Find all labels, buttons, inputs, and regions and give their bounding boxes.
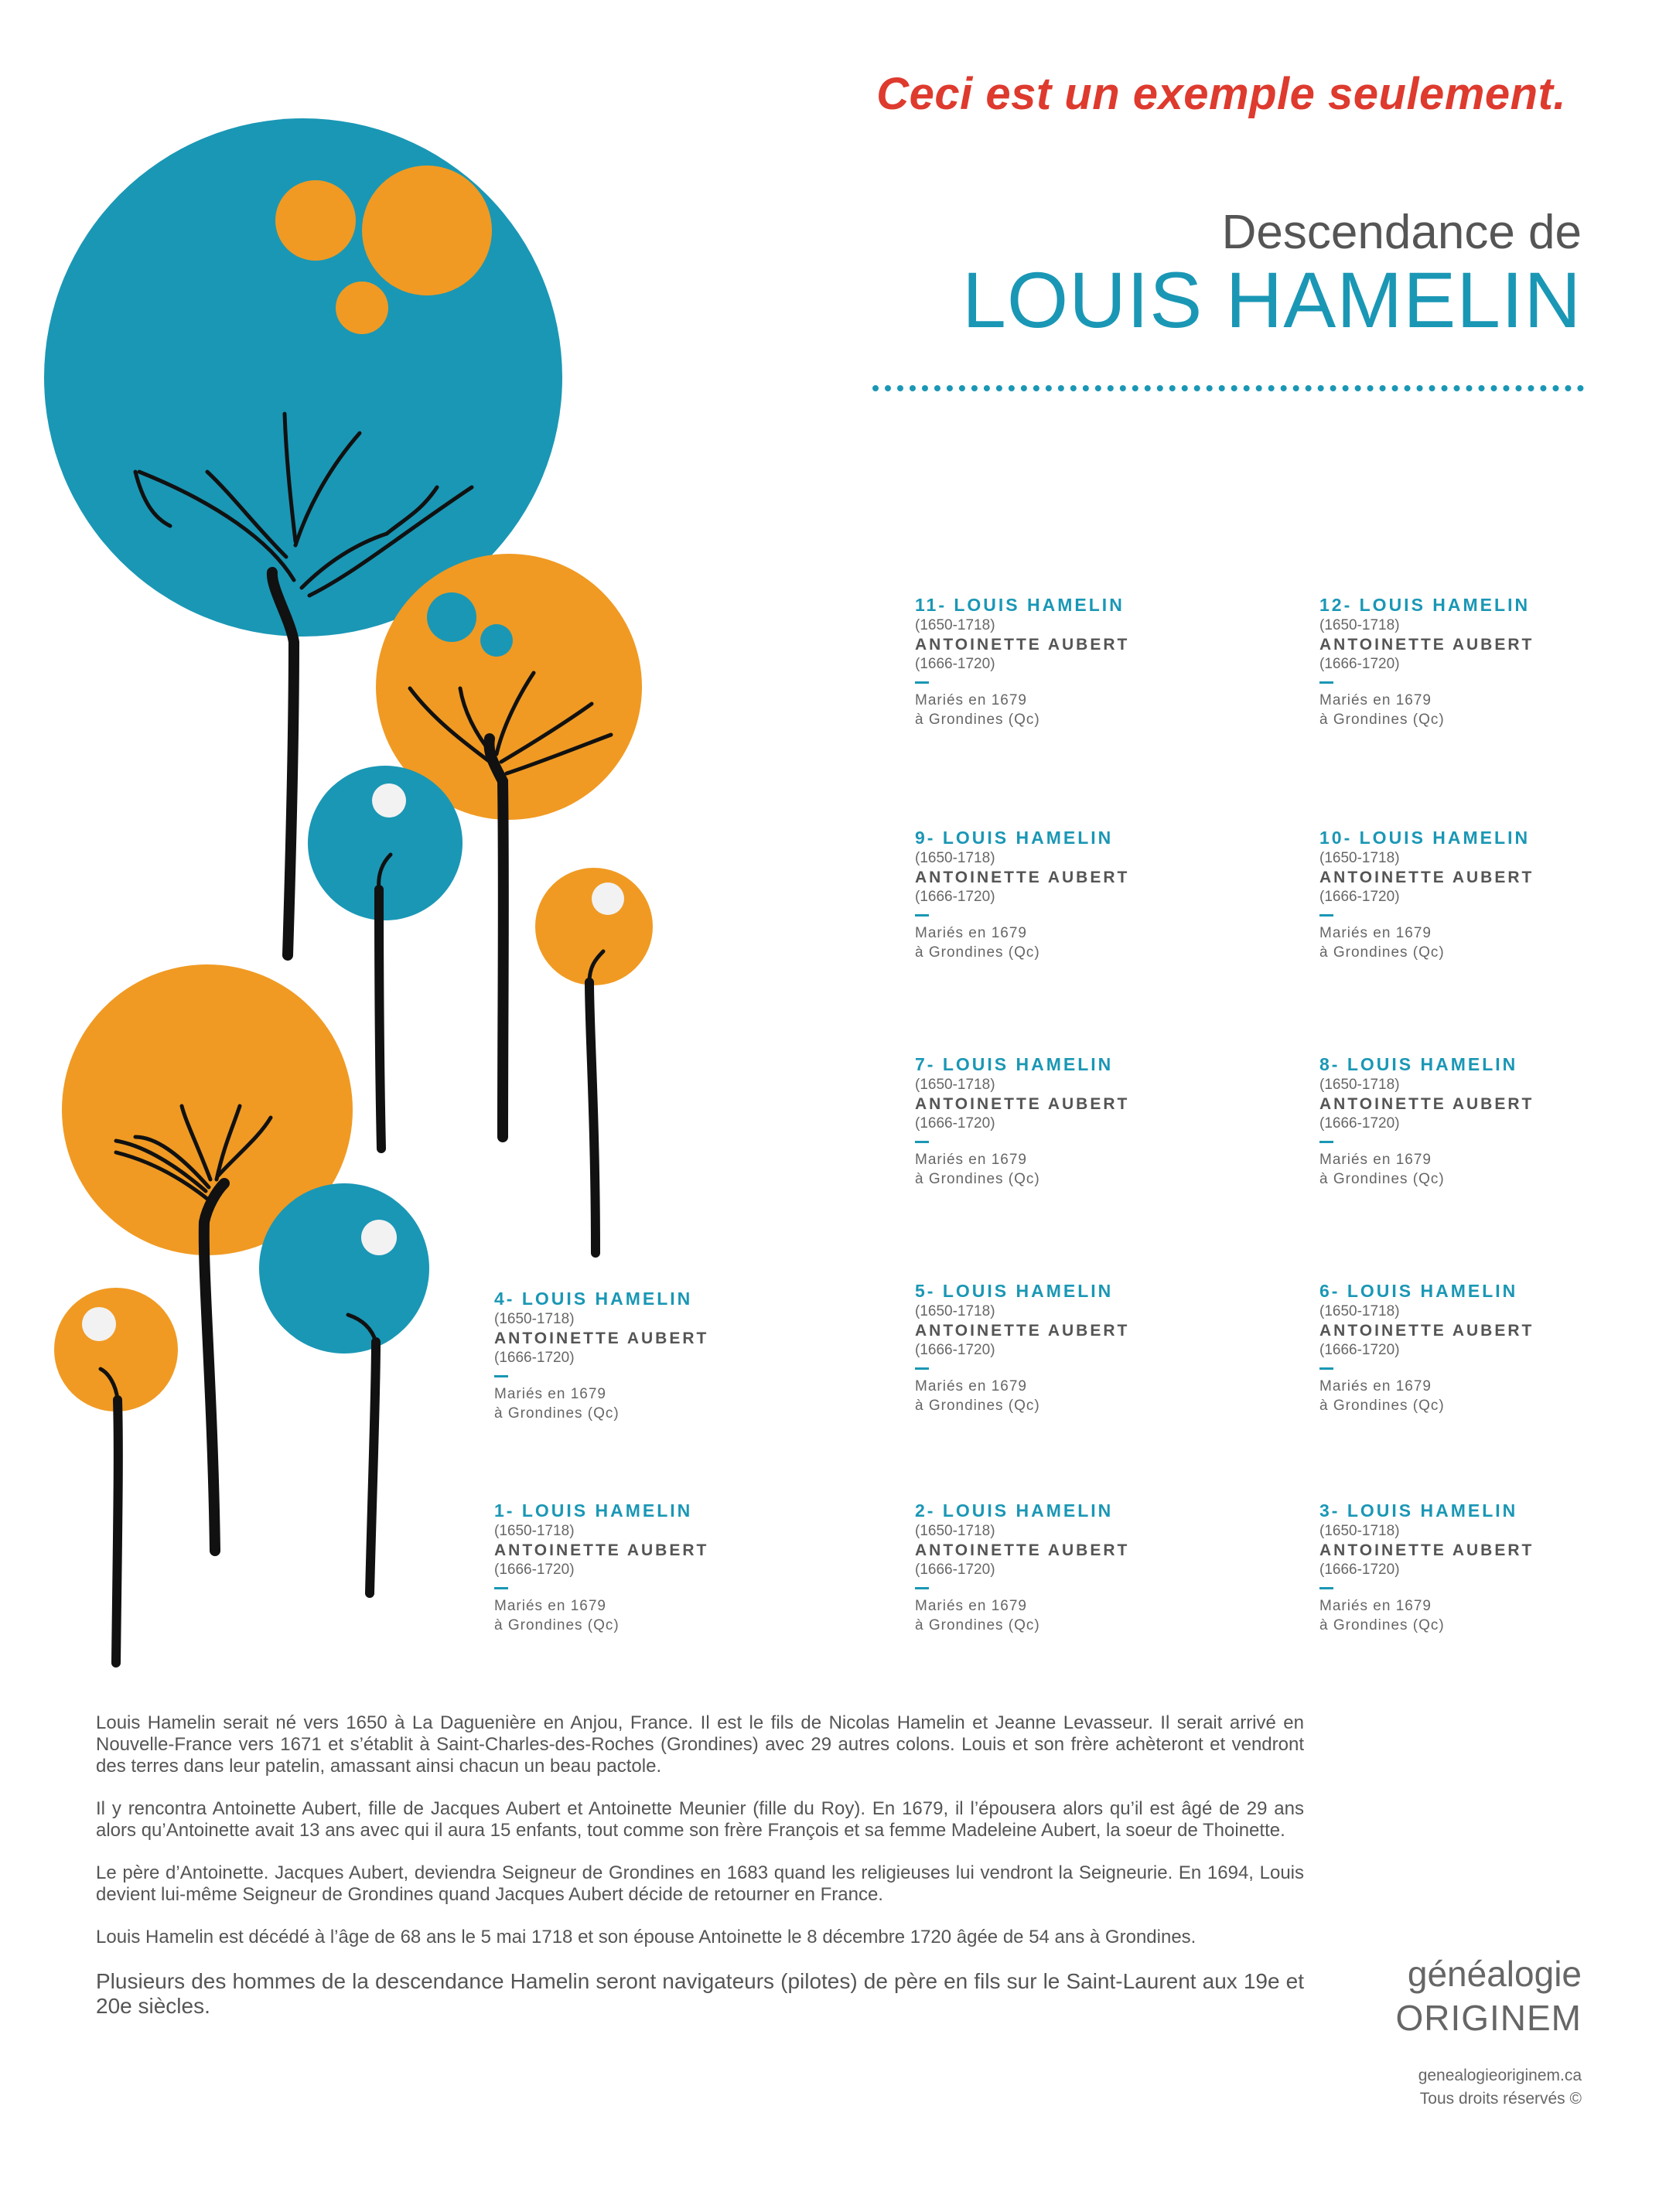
bio-paragraph: Il y rencontra Antoinette Aubert, fille de Jacques Aubert et Antoinette Meunier (fille du Roy). En 1679, il l’épousera alors qu’il est âgé de 29 ans alors qu’Antoinette avait 13 ans avec qui il aura 15 enfants, tout comme son frère François et sa femme Madeleine Aubert, la soeur de Thoinette. [96, 1798, 1304, 1841]
teal-dot [480, 624, 513, 657]
entry-spouse: ANTOINETTE AUBERT [1319, 1541, 1534, 1559]
entry-married: Mariés en 1679 [1319, 692, 1432, 708]
entry-spouse: ANTOINETTE AUBERT [1319, 1322, 1534, 1340]
entry-place: à Grondines (Qc) [494, 1405, 620, 1422]
white-dot [592, 882, 624, 915]
entry-name: 5- LOUIS HAMELIN [915, 1281, 1114, 1301]
entry-place: à Grondines (Qc) [1319, 1171, 1445, 1187]
entry-spouse: ANTOINETTE AUBERT [1319, 636, 1534, 654]
entry-married: Mariés en 1679 [1319, 1378, 1432, 1394]
entry-dash [915, 681, 929, 684]
brand-logo-line2: ORIGINEM [1395, 1998, 1582, 2038]
entry-spouse-dates: (1666-1720) [915, 889, 995, 905]
entry-dash [915, 1587, 929, 1589]
entry-married: Mariés en 1679 [1319, 1598, 1432, 1614]
entry-dates: (1650-1718) [915, 850, 995, 866]
entry-place: à Grondines (Qc) [1319, 1398, 1445, 1414]
entry-6 [1319, 1280, 1644, 1415]
entry-1 [494, 1500, 819, 1635]
entry-dash [915, 1367, 929, 1370]
entry-dates: (1650-1718) [915, 1303, 995, 1319]
entry-7 [915, 1053, 1240, 1189]
entry-name: 11- LOUIS HAMELIN [915, 595, 1125, 615]
entry-dash [1319, 914, 1333, 917]
entry-spouse: ANTOINETTE AUBERT [915, 1541, 1130, 1559]
entry-11 [915, 594, 1240, 729]
dotted-divider [872, 385, 1584, 391]
entry-place: à Grondines (Qc) [1319, 1617, 1445, 1633]
entry-married: Mariés en 1679 [915, 925, 1027, 941]
entry-spouse-dates: (1666-1720) [915, 1562, 995, 1578]
entry-place: à Grondines (Qc) [915, 1398, 1040, 1414]
white-dot [372, 783, 406, 818]
entry-dates: (1650-1718) [1319, 1077, 1400, 1093]
entry-spouse-dates: (1666-1720) [1319, 656, 1400, 672]
trunk [589, 982, 596, 1253]
brand-website: genealogieoriginem.ca [1418, 2067, 1582, 2084]
entry-spouse: ANTOINETTE AUBERT [915, 1095, 1130, 1113]
entry-spouse-dates: (1666-1720) [915, 1115, 995, 1132]
entry-place: à Grondines (Qc) [915, 1171, 1040, 1187]
entry-place: à Grondines (Qc) [915, 712, 1040, 728]
trunk [370, 1342, 376, 1593]
entry-name: 6- LOUIS HAMELIN [1319, 1281, 1518, 1301]
entry-spouse-dates: (1666-1720) [1319, 1562, 1400, 1578]
entry-dates: (1650-1718) [915, 1077, 995, 1093]
entry-spouse: ANTOINETTE AUBERT [915, 1322, 1130, 1340]
entry-dash [915, 1141, 929, 1143]
entry-married: Mariés en 1679 [1319, 1152, 1432, 1168]
trunk [116, 1400, 118, 1663]
trunk [379, 889, 381, 1149]
page-subtitle: Descendance de [1221, 206, 1582, 259]
entry-dash [915, 914, 929, 917]
teal-circle [259, 1183, 429, 1353]
bio-paragraph: Louis Hamelin est décédé à l’âge de 68 ans le 5 mai 1718 et son épouse Antoinette le 8 décembre 1720 âgée de 54 ans à Grondines. [96, 1927, 1196, 1947]
entry-2 [915, 1500, 1240, 1635]
entry-4 [494, 1288, 819, 1423]
entry-dash [1319, 1141, 1333, 1143]
brand-logo-line1: généalogie [1407, 1954, 1582, 1994]
entry-married: Mariés en 1679 [1319, 925, 1432, 941]
entry-dash [1319, 1587, 1333, 1589]
entry-name: 10- LOUIS HAMELIN [1319, 828, 1531, 848]
entry-spouse-dates: (1666-1720) [1319, 1115, 1400, 1132]
entry-name: 9- LOUIS HAMELIN [915, 828, 1114, 848]
entry-spouse-dates: (1666-1720) [494, 1562, 575, 1578]
page-title: LOUIS HAMELIN [962, 256, 1582, 344]
bio-paragraph: Plusieurs des hommes de la descendance Hamelin seront navigateurs (pilotes) de père en fils sur le Saint-Laurent aux 19e et 20e siècles. [96, 1969, 1304, 2018]
entry-spouse: ANTOINETTE AUBERT [1319, 1095, 1534, 1113]
entry-dates: (1650-1718) [1319, 850, 1400, 866]
entry-dates: (1650-1718) [1319, 1523, 1400, 1539]
entry-married: Mariés en 1679 [915, 1152, 1027, 1168]
bio-paragraph: Louis Hamelin serait né vers 1650 à La Daguenière en Anjou, France. Il est le fils de Nicolas Hamelin et Jeanne Levasseur. Il serait arrivé en Nouvelle-France vers 1671 et s’établit à Saint-Charles-des-Roches (Grondines) avec 29 autres colons. Louis et son frère achèteront et vendront des terres dans leur patelin, amassant ainsi chacun un beau pactole. [96, 1712, 1304, 1777]
entry-5 [915, 1280, 1240, 1415]
entry-spouse-dates: (1666-1720) [915, 1342, 995, 1358]
tree-illustration [0, 0, 696, 1686]
entry-spouse-dates: (1666-1720) [915, 656, 995, 672]
entry-place: à Grondines (Qc) [915, 1617, 1040, 1633]
entry-dates: (1650-1718) [1319, 1303, 1400, 1319]
entry-dates: (1650-1718) [1319, 617, 1400, 633]
entry-dash [494, 1587, 508, 1589]
entry-spouse: ANTOINETTE AUBERT [494, 1330, 709, 1347]
entry-dates: (1650-1718) [915, 1523, 995, 1539]
example-banner: Ceci est un exemple seulement. [876, 69, 1566, 119]
entry-10 [1319, 827, 1644, 962]
teal-dot [427, 592, 476, 642]
entry-name: 7- LOUIS HAMELIN [915, 1054, 1114, 1074]
entry-dates: (1650-1718) [494, 1311, 575, 1327]
entry-place: à Grondines (Qc) [494, 1617, 620, 1633]
white-dot [361, 1220, 397, 1255]
entry-dash [1319, 681, 1333, 684]
entry-married: Mariés en 1679 [915, 1598, 1027, 1614]
copyright: Tous droits réservés © [1419, 2090, 1582, 2108]
entry-married: Mariés en 1679 [494, 1598, 606, 1614]
entry-name: 4- LOUIS HAMELIN [494, 1289, 693, 1309]
white-dot [82, 1307, 116, 1341]
entry-dash [494, 1375, 508, 1377]
entry-spouse-dates: (1666-1720) [1319, 1342, 1400, 1358]
entry-married: Mariés en 1679 [915, 1378, 1027, 1394]
orange-dot [336, 282, 388, 334]
entry-spouse: ANTOINETTE AUBERT [915, 636, 1130, 654]
entry-place: à Grondines (Qc) [1319, 944, 1445, 961]
entry-name: 2- LOUIS HAMELIN [915, 1500, 1114, 1521]
entry-place: à Grondines (Qc) [915, 944, 1040, 961]
orange-circle [535, 868, 653, 985]
entry-dash [1319, 1367, 1333, 1370]
orange-dot [362, 166, 492, 295]
biography [96, 1712, 1304, 2040]
entry-place: à Grondines (Qc) [1319, 712, 1445, 728]
entry-3 [1319, 1500, 1644, 1635]
entry-12 [1319, 594, 1644, 729]
entry-name: 12- LOUIS HAMELIN [1319, 595, 1531, 615]
entry-spouse: ANTOINETTE AUBERT [494, 1541, 709, 1559]
entry-dates: (1650-1718) [915, 617, 995, 633]
bio-paragraph: Le père d’Antoinette. Jacques Aubert, deviendra Seigneur de Grondines en 1683 quand les religieuses lui vendront la Seigneurie. En 1694, Louis devient lui-même Seigneur de Grondines quand Jacques Aubert décide de retourner en France. [96, 1862, 1304, 1905]
orange-dot [275, 180, 356, 261]
entry-name: 1- LOUIS HAMELIN [494, 1500, 693, 1521]
entry-8 [1319, 1053, 1644, 1189]
entry-dates: (1650-1718) [494, 1523, 575, 1539]
entry-spouse: ANTOINETTE AUBERT [915, 869, 1130, 886]
entry-spouse-dates: (1666-1720) [1319, 889, 1400, 905]
entry-spouse: ANTOINETTE AUBERT [1319, 869, 1534, 886]
entry-name: 3- LOUIS HAMELIN [1319, 1500, 1518, 1521]
entry-9 [915, 827, 1240, 962]
entry-spouse-dates: (1666-1720) [494, 1350, 575, 1366]
entry-married: Mariés en 1679 [915, 692, 1027, 708]
entry-name: 8- LOUIS HAMELIN [1319, 1054, 1518, 1074]
entry-married: Mariés en 1679 [494, 1386, 606, 1402]
